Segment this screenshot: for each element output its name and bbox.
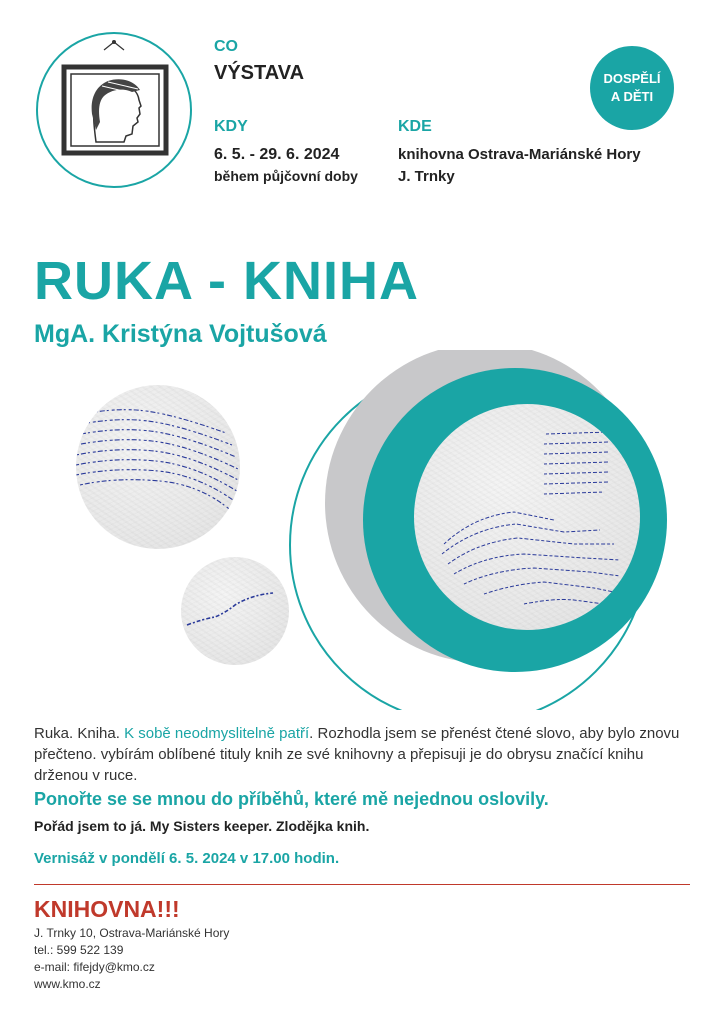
photo-writing-strip bbox=[76, 385, 240, 549]
hand-writing-icon bbox=[414, 404, 640, 630]
badge-line2: A DĚTI bbox=[610, 89, 654, 104]
library-brand: KNIHOVNA!!! bbox=[34, 896, 180, 922]
handwriting-line-icon bbox=[181, 557, 289, 665]
kdy-label: KDY bbox=[214, 118, 248, 135]
featured-titles: Pořád jsem to já. My Sisters keeper. Zlodějka knih. bbox=[34, 818, 370, 834]
photo-single-line bbox=[181, 557, 289, 665]
exhibition-title: RUKA - KNIHA bbox=[34, 251, 419, 311]
photo-hand-writing bbox=[414, 404, 640, 630]
framed-portrait-icon bbox=[38, 34, 190, 186]
kdy-note: během půjčovní doby bbox=[214, 168, 358, 184]
author-name: MgA. Kristýna Vojtušová bbox=[34, 320, 327, 348]
tagline: Ponořte se se mnou do příběhů, které mě nejednou oslovily. bbox=[34, 789, 549, 809]
kde-line1: knihovna Ostrava-Mariánské Hory bbox=[398, 146, 641, 163]
kde-label: KDE bbox=[398, 118, 432, 135]
kdy-date: 6. 5. - 29. 6. 2024 bbox=[214, 146, 340, 163]
kde-line2: J. Trnky bbox=[398, 168, 455, 185]
footer-phone: tel.: 599 522 139 bbox=[34, 943, 124, 957]
co-label: CO bbox=[214, 38, 238, 55]
footer-address: J. Trnky 10, Ostrava-Mariánské Hory bbox=[34, 926, 230, 940]
description-part2: . Rozhodla jsem se přenést čtené slovo, aby bylo znovu přečteno. vybírám oblíbené tituly knih ze své knihovny a přepisuji je do obrysu značící knihu drženou v ruce. bbox=[34, 725, 680, 784]
description-highlight: K sobě neodmyslitelně patří bbox=[124, 725, 310, 742]
description-part1: Ruka. Kniha. bbox=[34, 725, 125, 742]
footer-web-link[interactable]: www.kmo.cz bbox=[34, 977, 101, 991]
audience-badge bbox=[590, 46, 674, 130]
logo-circle bbox=[36, 32, 192, 188]
footer-email[interactable]: e-mail: fifejdy@kmo.cz bbox=[34, 960, 155, 974]
handwriting-icon bbox=[76, 385, 240, 549]
footer-divider bbox=[34, 884, 690, 885]
badge-line1: DOSPĚLÍ bbox=[603, 71, 661, 86]
vernissage-info: Vernisáž v pondělí 6. 5. 2024 v 17.00 hodin. bbox=[34, 850, 340, 867]
co-value: VÝSTAVA bbox=[214, 62, 305, 84]
description-text bbox=[34, 723, 694, 786]
